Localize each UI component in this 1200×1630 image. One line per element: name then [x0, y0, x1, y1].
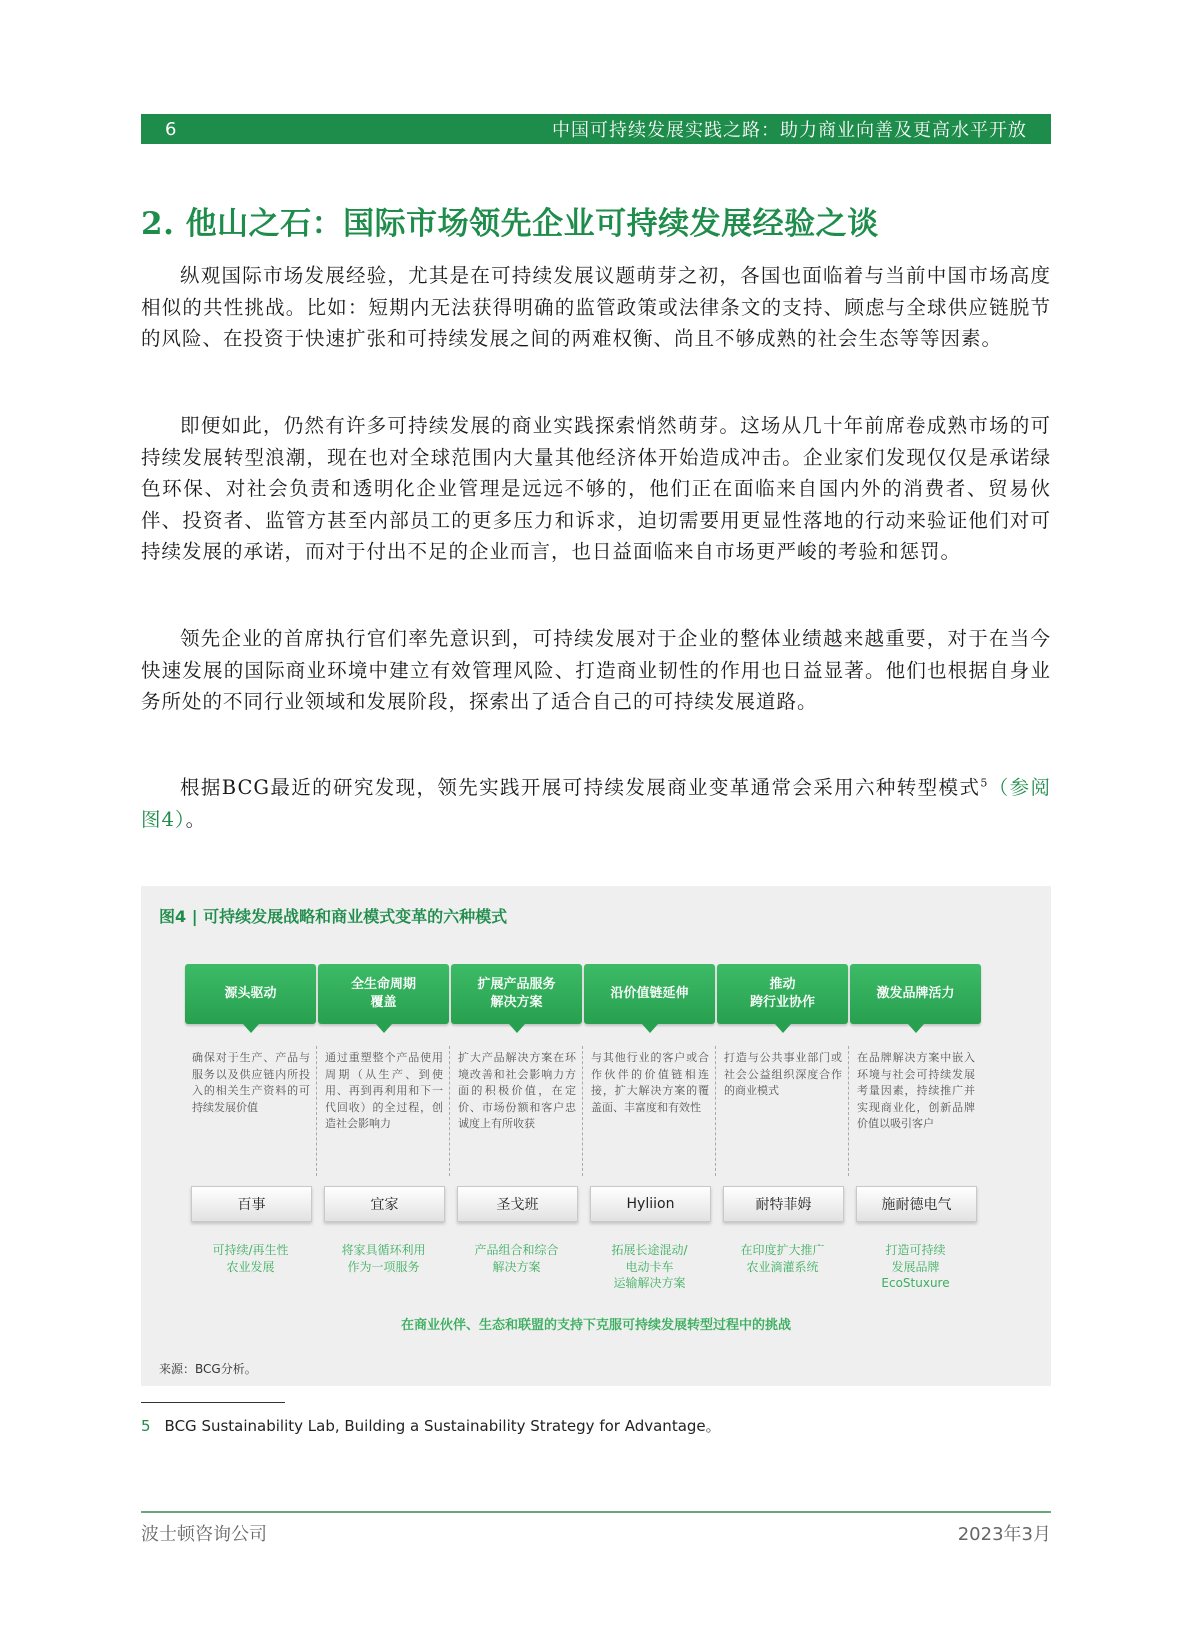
figure-footer: 在商业伙伴、生态和联盟的支持下克服可持续发展转型过程中的挑战: [400, 1318, 791, 1333]
page-number: 6: [165, 118, 177, 140]
figure-title: 图4 | 可持续发展战略和商业模式变革的六种模式: [159, 907, 508, 926]
company-hyliion: Hyliion: [590, 1186, 711, 1222]
footnote-number: 5: [141, 1417, 151, 1435]
mode-description-6: 在品牌解决方案中嵌入环境与社会可持续发展考量因素，持续推广并实现商业化，创新品牌价值以吸引客户: [857, 1051, 975, 1130]
column-divider: [848, 1046, 849, 1176]
mode-label-3a: 扩展产品服务: [477, 977, 556, 992]
figure-source: 来源：BCG分析。: [159, 1362, 257, 1376]
paragraph-4-text: 根据BCG最近的研究发现，领先实践开展可持续发展商业变革通常会采用六种转型模式: [180, 776, 981, 799]
company-pepsico: 百事: [191, 1186, 312, 1222]
chevron-notch: [509, 1024, 525, 1033]
mode-header-5: [717, 964, 848, 1024]
footnote: [141, 1415, 721, 1436]
mode-description-2: 通过重塑整个产品使用周期（从生产、到使用、再到再利用和下一代回收）的全过程，创造社会影响力: [325, 1051, 443, 1130]
outcome-6: 打造可持续 发展品牌 EcoStuxure: [881, 1243, 950, 1290]
outcome-2: 将家具循环利用 作为一项服务: [341, 1243, 426, 1274]
footer-company: 波士顿咨询公司: [141, 1524, 267, 1545]
paragraph-4: [141, 772, 1051, 835]
mode-header-6: [850, 964, 981, 1024]
mode-label-2b: 覆盖: [370, 995, 397, 1010]
footnote-ref[interactable]: 5: [980, 776, 989, 790]
footer-date: 2023年3月: [957, 1524, 1051, 1545]
outcome-1: 可持续/再生性 农业发展: [212, 1243, 289, 1274]
company-saint-gobain: 圣戈班: [457, 1186, 578, 1222]
column-divider: [316, 1046, 317, 1176]
chevron-notch: [642, 1024, 658, 1033]
footnote-rule: [141, 1402, 285, 1403]
column-divider: [715, 1046, 716, 1176]
document-title: 中国可持续发展实践之路：助力商业向善及更高水平开放: [552, 120, 1027, 141]
mode-header-row: [185, 964, 1011, 1034]
mode-header-1: [185, 964, 316, 1024]
mode-label-5b: 跨行业协作: [749, 995, 815, 1010]
mode-header-3: [451, 964, 582, 1024]
company-ikea: 宜家: [324, 1186, 445, 1222]
mode-label-4a: 沿价值链延伸: [610, 986, 689, 1001]
outcome-5: 在印度扩大推广 农业滴灌系统: [740, 1243, 825, 1274]
footnote-text: BCG Sustainability Lab, Building a Sustainability Strategy for Advantage。: [164, 1417, 721, 1435]
company-schneider-electric: 施耐德电气: [856, 1186, 977, 1222]
mode-label-1a: 源头驱动: [224, 986, 277, 1001]
figure-4: [141, 886, 1051, 1386]
chevron-notch: [775, 1024, 791, 1033]
mode-description-4: 与其他行业的客户或合作伙伴的价值链相连接，扩大解决方案的覆盖面、丰富度和有效性: [591, 1051, 709, 1114]
mode-header-2: [318, 964, 449, 1024]
paragraph-3: 领先企业的首席执行官们率先意识到，可持续发展对于企业的整体业绩越来越重要，对于在当今快速发展的国际商业环境中建立有效管理风险、打造商业韧性的作用也日益显著。他们也根据自身业务所处的不同行业领域和发展阶段，探索出了适合自己的可持续发展道路。: [141, 627, 1051, 713]
mode-label-2a: 全生命周期: [350, 977, 416, 992]
column-divider: [582, 1046, 583, 1176]
paragraph-2: 即便如此，仍然有许多可持续发展的商业实践探索悄然萌芽。这场从几十年前席卷成熟市场的可持续发展转型浪潮，现在也对全球范围内大量其他经济体开始造成冲击。企业家们发现仅仅是承诺绿色环保、对社会负责和透明化企业管理是远远不够的，他们正在面临来自国内外的消费者、贸易伙伴、投资者、监管方甚至内部员工的更多压力和诉求，迫切需要用更显性落地的行动来验证他们对可持续发展的承诺，而对于付出不足的企业而言，也日益面临来自市场更严峻的考验和惩罚。: [141, 414, 1051, 563]
header-bar: [141, 114, 1051, 144]
outcome-4: 拓展长途混动/ 电动卡车 运输解决方案: [611, 1243, 688, 1290]
mode-label-6a: 激发品牌活力: [876, 986, 955, 1001]
section-title: 2. 他山之石：国际市场领先企业可持续发展经验之谈: [141, 206, 879, 242]
outcome-3: 产品组合和综合 解决方案: [474, 1243, 559, 1274]
mode-description-1: 确保对于生产、产品与服务以及供应链内所投入的相关生产资料的可持续发展价值: [192, 1051, 310, 1114]
mode-description-5: 打造与公共事业部门或社会公益组织深度合作的商业模式: [724, 1051, 842, 1097]
footer-rule: [141, 1511, 1051, 1513]
mode-header-4: [584, 964, 715, 1024]
chevron-notch: [376, 1024, 392, 1033]
mode-label-3b: 解决方案: [490, 995, 543, 1010]
column-divider: [449, 1046, 450, 1176]
paragraph-1: 纵观国际市场发展经验，尤其是在可持续发展议题萌芽之初，各国也面临着与当前中国市场高度相似的共性挑战。比如：短期内无法获得明确的监管政策或法律条文的支持、顾虑与全球供应链脱节的风险、在投资于快速扩张和可持续发展之间的两难权衡、尚且不够成熟的社会生态等等因素。: [141, 264, 1051, 350]
mode-description-3: 扩大产品解决方案在环境改善和社会影响力方面的积极价值，在定价、市场份额和客户忠诚度上有所收获: [458, 1051, 576, 1130]
figure-ref-link[interactable]: （参阅图4）: [141, 776, 1051, 831]
chevron-notch: [908, 1024, 924, 1033]
paragraph-4-end: 。: [185, 807, 207, 831]
mode-label-5a: 推动: [769, 977, 796, 992]
company-netafim: 耐特菲姆: [723, 1186, 844, 1222]
chevron-notch: [243, 1024, 259, 1033]
